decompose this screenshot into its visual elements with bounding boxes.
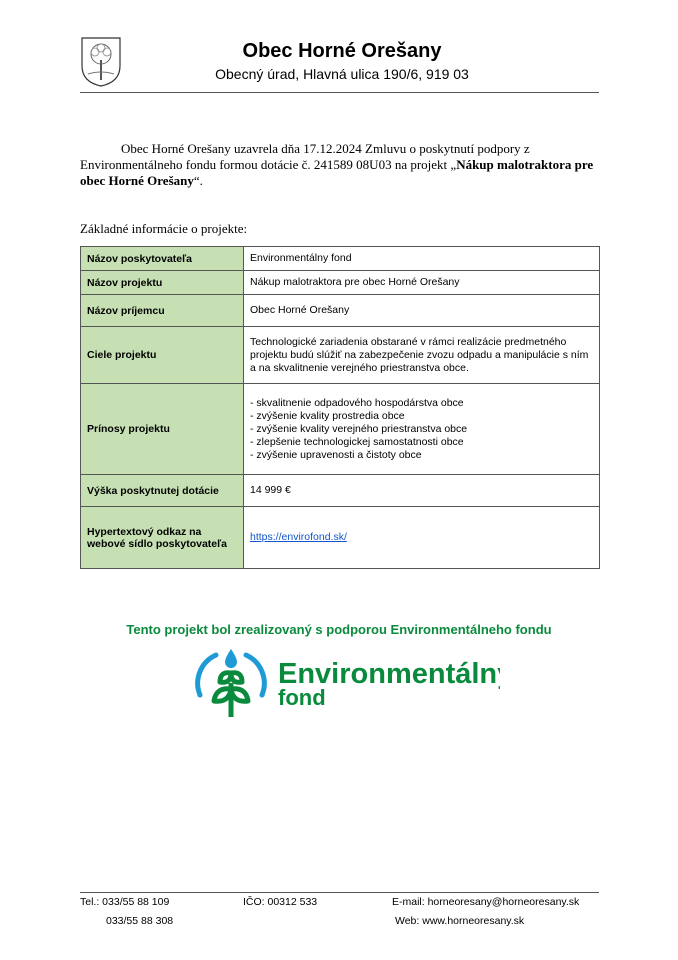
- row-key: Názov poskytovateľa: [81, 247, 244, 271]
- row-value: Environmentálny fond: [244, 247, 600, 271]
- benefit-item: - skvalitnenie odpadového hospodárstva obce: [250, 396, 464, 409]
- table-row: [81, 247, 600, 271]
- row-value: [244, 384, 600, 475]
- address-line: Obecný úrad, Hlavná ulica 190/6, 919 03: [215, 66, 469, 82]
- footer-tel1: Tel.: 033/55 88 109: [80, 896, 170, 908]
- table-row: [81, 271, 600, 295]
- row-key: Názov príjemcu: [81, 295, 244, 327]
- row-key: Názov projektu: [81, 271, 244, 295]
- provider-website-link[interactable]: https://envirofond.sk/: [250, 531, 347, 543]
- header-divider: [80, 92, 599, 93]
- row-key: Hypertextový odkaz na webové sídlo poskytovateľa: [81, 507, 244, 569]
- arc-icon: [198, 655, 216, 695]
- row-value: Obec Horné Orešany: [244, 295, 600, 327]
- intro-text: Obec Horné Orešany uzavrela dňa 17.12.2024 Zmluvu o poskytnutí podpory z Environmentálneho fondu formou dotácie č. 241589 08U03 na projekt „: [80, 141, 530, 172]
- benefit-item: - zlepšenie technologickej samostatnosti obce: [250, 435, 464, 448]
- benefit-item: - zvýšenie upravenosti a čistoty obce: [250, 448, 422, 461]
- footer-web: Web: www.horneoresany.sk: [395, 915, 525, 927]
- row-key: Prínosy projektu: [81, 384, 244, 475]
- page-title: Obec Horné Orešany: [242, 40, 442, 62]
- row-value: Nákup malotraktora pre obec Horné Orešany: [244, 271, 600, 295]
- table-row: [81, 507, 600, 569]
- environmentalny-fond-logo: [190, 645, 500, 726]
- water-drop-icon: [225, 649, 237, 668]
- intro-end: “.: [193, 173, 203, 188]
- row-value: 14 999 €: [244, 475, 600, 507]
- row-value: Technologické zariadenia obstarané v rámci realizácie predmetného projektu budú slúžiť na zabezpečenie zvozu odpadu a manipulácie s ním a na skvalitnenie verejného priestranstva obce.: [244, 327, 600, 384]
- row-key: Výška poskytnutej dotácie: [81, 475, 244, 507]
- footer-email: E-mail: horneoresany@horneoresany.sk: [392, 896, 580, 908]
- table-row: [81, 475, 600, 507]
- basic-info-label: Základné informácie o projekte:: [80, 221, 248, 236]
- benefit-item: - zvýšenie kvality prostredia obce: [250, 409, 405, 422]
- table-row: [81, 327, 600, 384]
- benefit-item: - zvýšenie kvality verejného priestranstva obce: [250, 422, 468, 435]
- logo-text-line2: fond: [278, 685, 326, 710]
- support-statement: Tento projekt bol zrealizovaný s podporou Environmentálneho fondu: [126, 622, 552, 637]
- logo-text-line1: Environmentálny: [278, 658, 500, 690]
- footer-ico: IČO: 00312 533: [243, 896, 318, 908]
- intro-project-name: Nákup malotraktora pre obec Horné Orešany: [80, 157, 594, 188]
- project-info-table: [80, 246, 600, 569]
- footer-divider: [80, 892, 599, 893]
- table-row: [81, 384, 600, 475]
- row-key: Ciele projektu: [81, 327, 244, 384]
- footer-tel2: 033/55 88 308: [106, 915, 174, 927]
- table-row: [81, 295, 600, 327]
- intro-paragraph: [80, 141, 600, 189]
